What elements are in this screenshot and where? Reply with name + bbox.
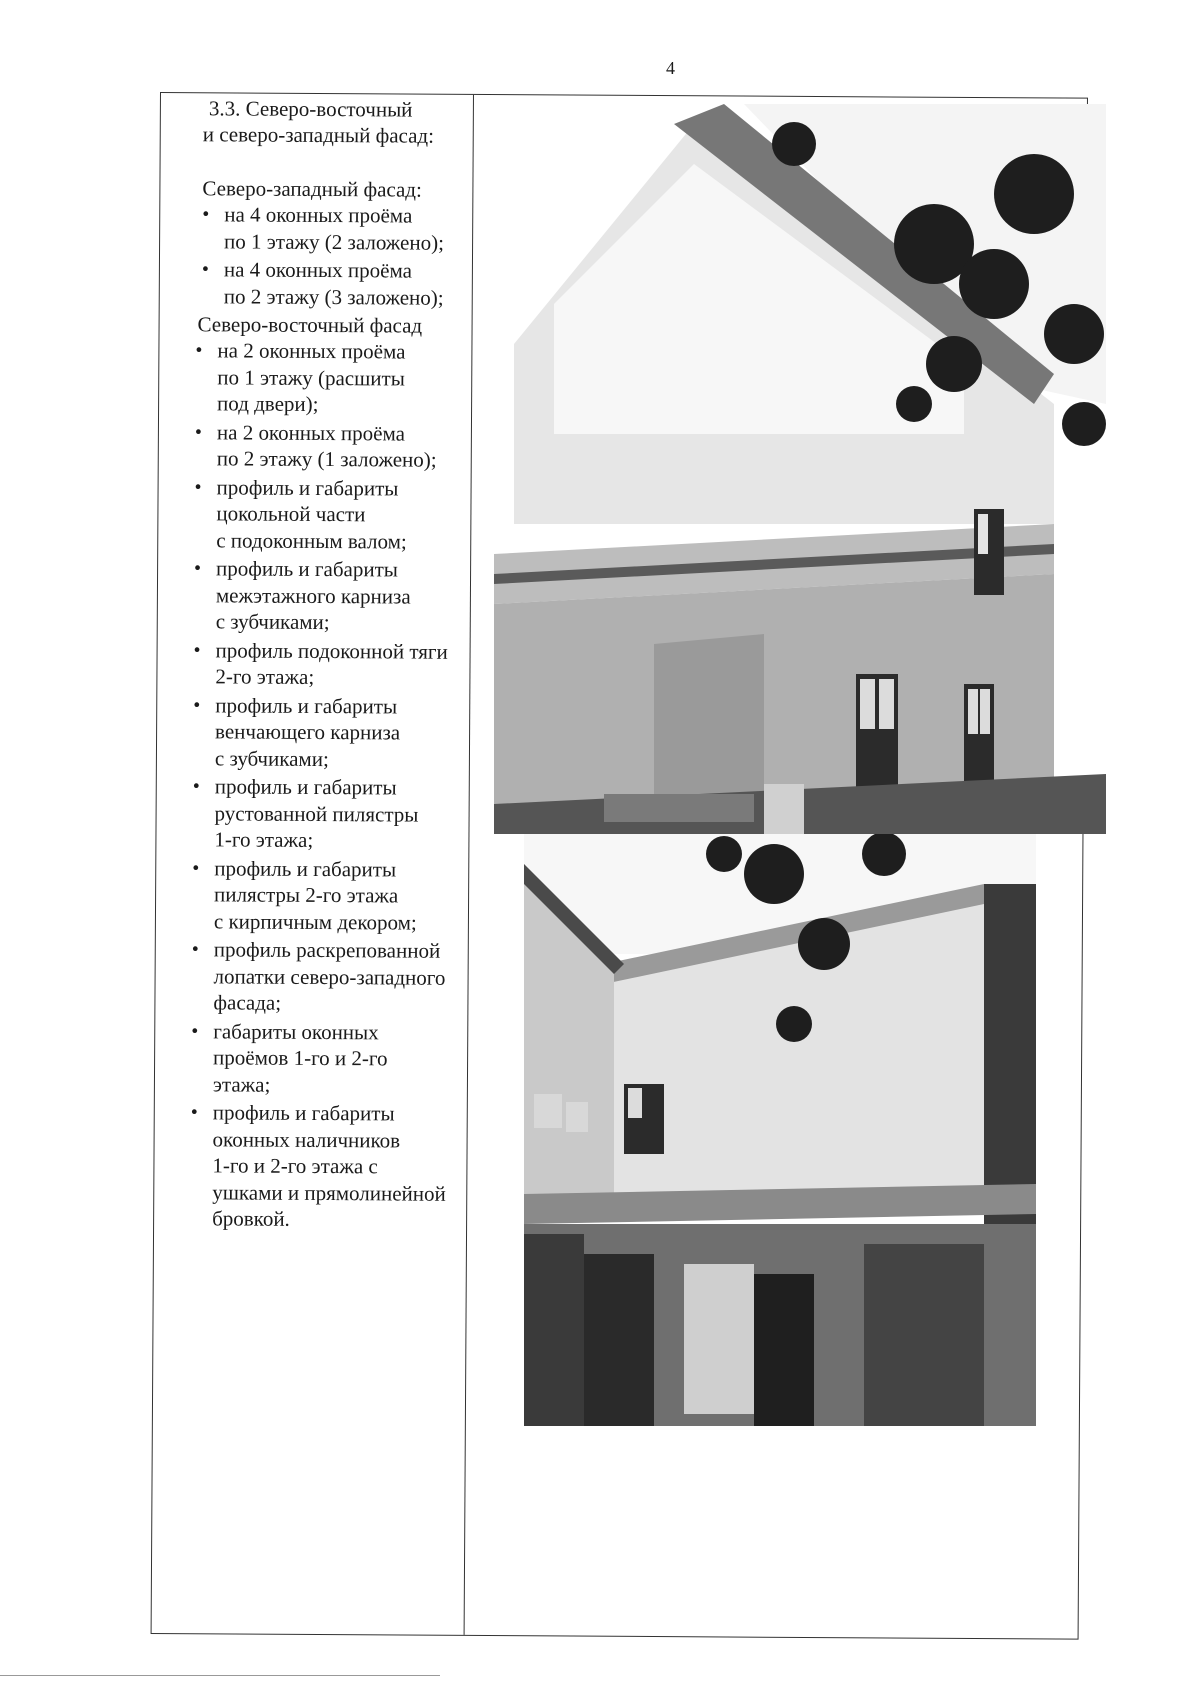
list-item: • габариты оконных проёмов 1-го и 2-го этажа; (191, 1018, 467, 1099)
list-item: • профиль и габариты межэтажного карниза с зубчиками; (194, 555, 470, 636)
list-item: • профиль и габариты рустованной пилястры 1-го этажа; (192, 773, 468, 854)
courtyard-facade-photo-graphic (524, 834, 1036, 1426)
building-facade-photo-graphic (494, 104, 1106, 834)
list-item: • на 2 оконных проёма по 1 этажу (расшиты под двери); (195, 337, 471, 418)
list-item: • профиль и габариты венчающего карниза с зубчиками; (193, 692, 469, 773)
nw-facade-list (160, 201, 473, 311)
section-title-line1: 3.3. Северо-восточный (208, 96, 413, 122)
list-item: • профиль раскрепованной лопатки северо-западного фасада; (191, 936, 467, 1017)
page-number: 4 (666, 58, 675, 78)
description-column (154, 93, 473, 1235)
building-facade-photo (494, 104, 1106, 834)
list-item: • профиль подоконной тяги 2-го этажа; (193, 637, 469, 692)
courtyard-facade-photo (524, 834, 1036, 1426)
list-item: • профиль и габариты цокольной части с подоконным валом; (194, 474, 470, 555)
bottom-rule (0, 1675, 440, 1676)
section-title-line2: и северо-западный фасад: (202, 122, 435, 148)
ne-facade-heading: Северо-восточный фасад (197, 312, 423, 338)
list-item: • профиль и габариты оконных наличников 1-го и 2-го этажа с ушками и прямолинейной бровкой. (190, 1099, 467, 1233)
ne-facade-list (154, 337, 471, 1233)
list-item: • на 4 оконных проёма по 1 этажу (2 заложено); (202, 201, 472, 256)
section-title (151, 95, 473, 149)
nw-facade-heading: Северо-западный фасад: (202, 176, 422, 202)
list-item: • на 4 оконных проёма по 2 этажу (3 заложено); (202, 256, 472, 311)
list-item: • на 2 оконных проёма по 2 этажу (1 заложено); (195, 419, 471, 474)
list-item: • профиль и габариты пилястры 2-го этажа с кирпичным декором; (192, 855, 468, 936)
